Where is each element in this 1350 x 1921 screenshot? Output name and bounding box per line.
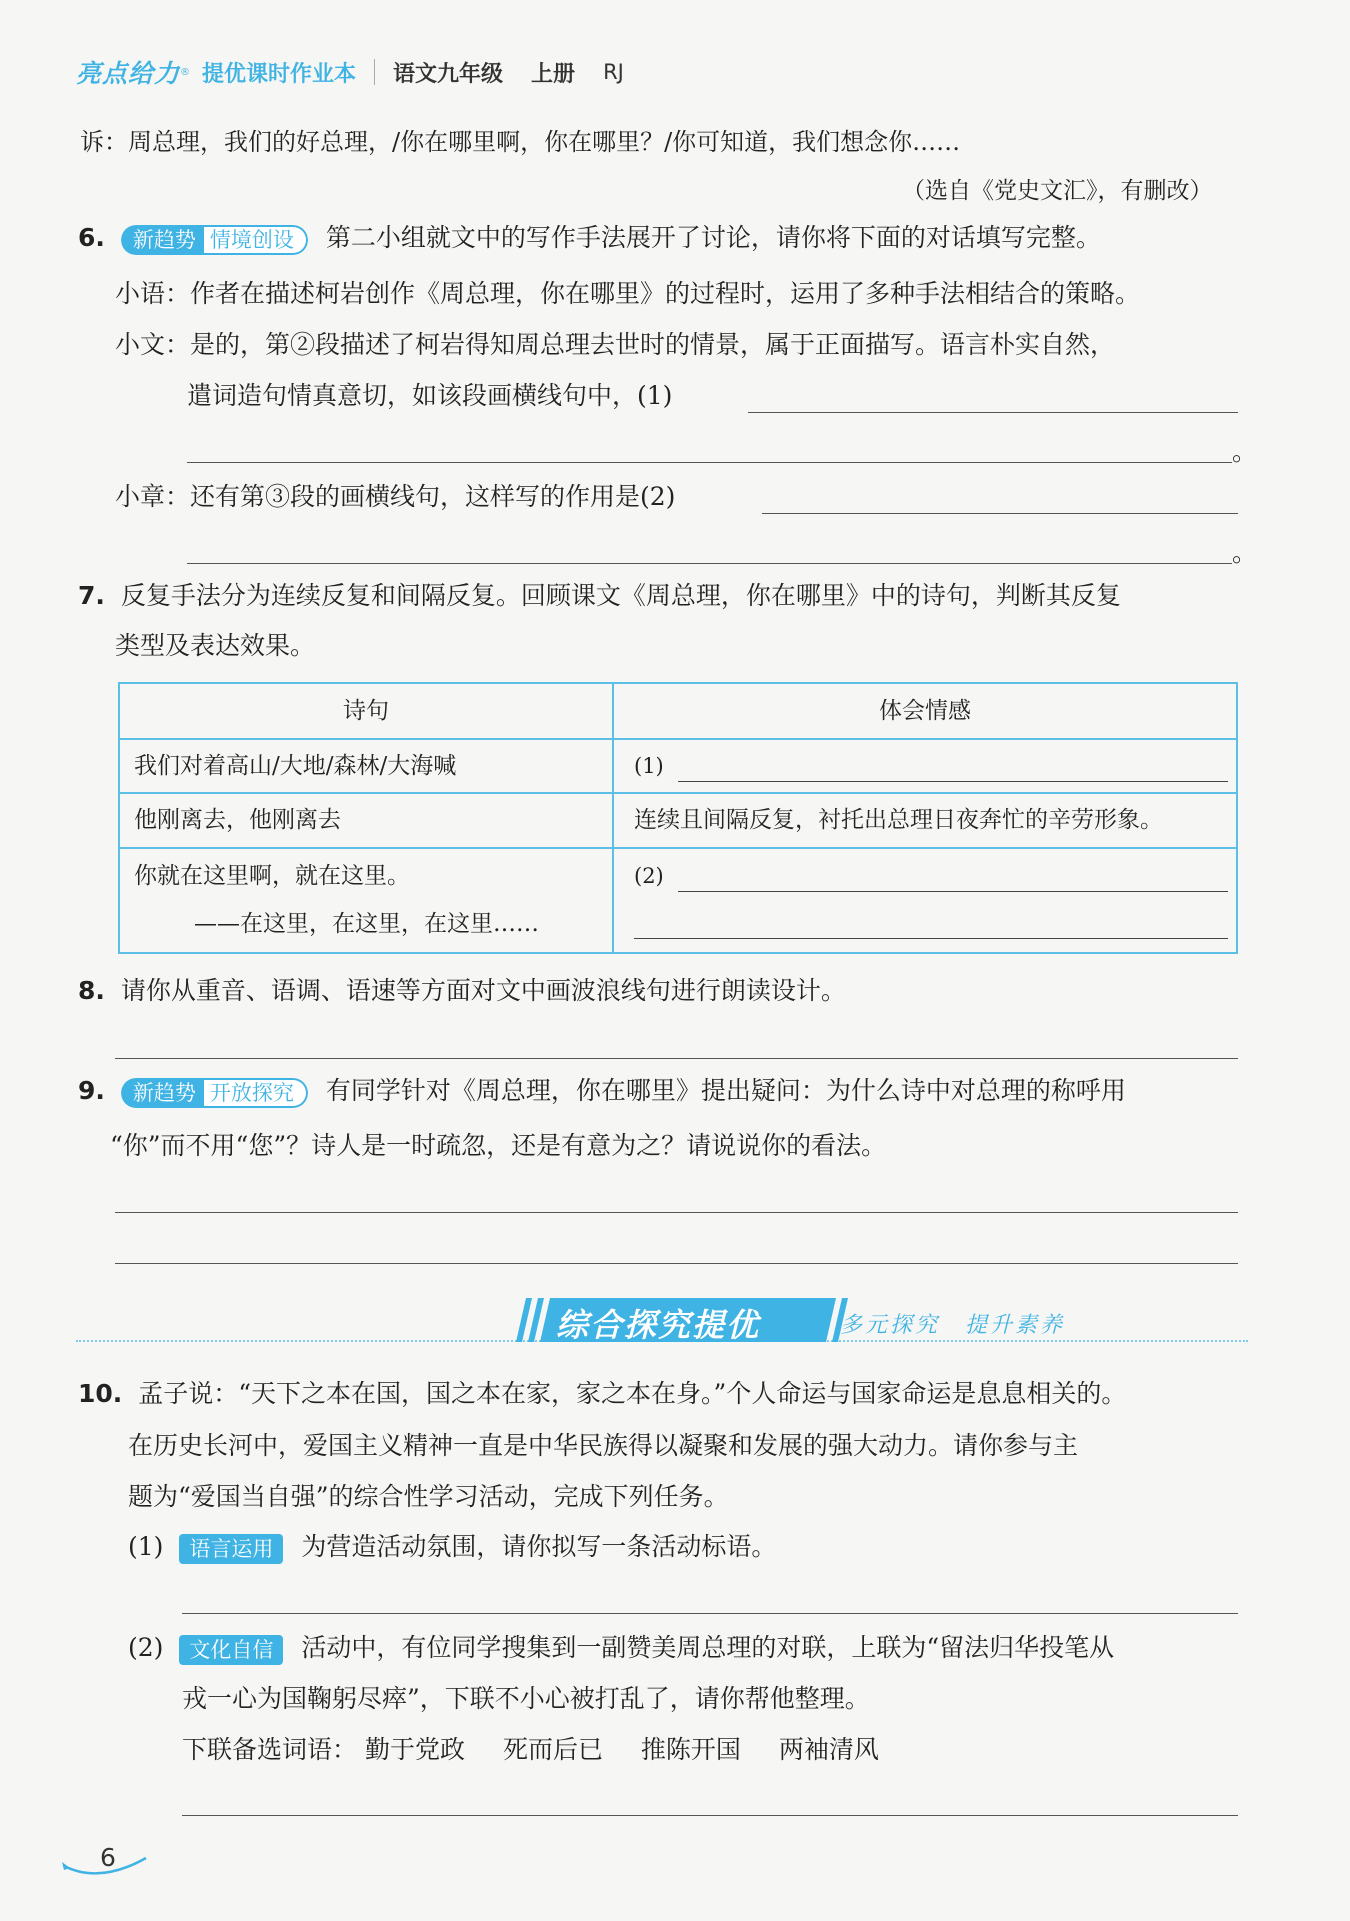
option-word: 死而后已 — [502, 1735, 603, 1764]
question-text: 题为“爱国当自强”的综合性学习活动，完成下列任务。 — [128, 1482, 729, 1511]
table-divider — [120, 792, 1236, 794]
header-edition: RJ — [603, 60, 624, 84]
question-8 — [78, 975, 846, 1007]
page-header — [76, 52, 624, 92]
registered-mark: ® — [180, 66, 191, 78]
question-text: 请你从重音、语调、语速等方面对文中画波浪线句进行朗读设计。 — [120, 976, 846, 1005]
table-cell: ——在这里，在这里，在这里…… — [194, 911, 539, 937]
table-cell: (1) — [634, 754, 664, 778]
subquestion-text: 为营造活动氛围，请你拟写一条活动标语。 — [301, 1532, 777, 1561]
question-6 — [78, 222, 1101, 255]
question-number: 9. — [78, 1076, 105, 1105]
dialogue-line: 小语：作者在描述柯岩创作《周总理，你在哪里》的过程时，运用了多种手法相结合的策略。 — [115, 279, 1141, 308]
question-text: 类型及表达效果。 — [115, 631, 316, 660]
answer-line[interactable] — [678, 781, 1228, 782]
section-banner — [76, 1298, 1248, 1348]
table-cell: 你就在这里啊，就在这里。 — [134, 863, 410, 889]
book-subtitle: 提优课时作业本 — [202, 61, 357, 87]
answer-table — [118, 682, 1238, 954]
dialogue-line: 小章：还有第③段的画横线句，这样写的作用是(2) — [115, 482, 676, 511]
option-word: 推陈开国 — [640, 1735, 741, 1764]
question-text: 第二小组就文中的写作手法展开了讨论，请你将下面的对话填写完整。 — [325, 223, 1101, 252]
question-number: 7. — [78, 581, 105, 610]
options-row — [182, 1734, 879, 1766]
table-divider — [120, 738, 1236, 740]
question-10 — [78, 1378, 1126, 1410]
subquestion-1 — [128, 1531, 776, 1564]
answer-line[interactable] — [678, 891, 1228, 892]
table-cell: (2) — [634, 864, 664, 888]
answer-line[interactable] — [748, 412, 1238, 413]
answer-line[interactable] — [762, 513, 1238, 514]
question-number: 10. — [78, 1379, 123, 1408]
table-divider — [120, 847, 1236, 849]
period: 。 — [1232, 538, 1258, 567]
header-divider — [374, 59, 375, 85]
skill-tag: 文化自信 — [179, 1635, 283, 1665]
table-header: 体会情感 — [879, 698, 971, 724]
answer-line[interactable] — [187, 563, 1232, 564]
answer-line[interactable] — [182, 1613, 1238, 1614]
tag-type: 开放探究 — [204, 1078, 308, 1108]
source-note: （选自《党史文汇》，有删改） — [902, 178, 1213, 204]
question-text: 有同学针对《周总理，你在哪里》提出疑问：为什么诗中对总理的称呼用 — [325, 1076, 1126, 1105]
question-text: “你”而不用“您”？诗人是一时疏忽，还是有意为之？请说说你的看法。 — [110, 1131, 887, 1160]
header-volume: 上册 — [531, 61, 576, 87]
answer-line[interactable] — [115, 1212, 1238, 1213]
answer-line[interactable] — [634, 938, 1228, 939]
page-number: 6 — [100, 1843, 116, 1872]
brand-logo: 亮点给力 — [76, 59, 181, 88]
subquestion-label: (1) — [128, 1532, 164, 1561]
poem-line: 诉：周总理，我们的好总理，/你在哪里啊，你在哪里？/你可知道，我们想念你…… — [80, 128, 961, 156]
answer-line[interactable] — [115, 1263, 1238, 1264]
question-9 — [78, 1075, 1126, 1108]
period: 。 — [1232, 437, 1258, 466]
subquestion-2 — [128, 1632, 1114, 1665]
table-cell: 我们对着高山/大地/森林/大海喊 — [134, 753, 457, 779]
question-text: 反复手法分为连续反复和间隔反复。回顾课文《周总理，你在哪里》中的诗句，判断其反复 — [120, 581, 1121, 610]
option-word: 两袖清风 — [778, 1735, 879, 1764]
tag-type: 情境创设 — [204, 225, 308, 255]
subquestion-label: (2) — [128, 1633, 164, 1662]
subquestion-text: 戎一心为国鞠躬尽瘁”，下联不小心被打乱了，请你帮他整理。 — [182, 1684, 870, 1713]
question-text: 在历史长河中，爱国主义精神一直是中华民族得以凝聚和发展的强大动力。请你参与主 — [128, 1431, 1079, 1460]
header-grade: 语文九年级 — [393, 61, 504, 87]
options-label: 下联备选词语： — [182, 1735, 358, 1764]
option-word: 勤于党政 — [364, 1735, 465, 1764]
subquestion-text: 活动中，有位同学搜集到一副赞美周总理的对联，上联为“留法归华投笔从 — [301, 1633, 1115, 1662]
table-cell: 他刚离去，他刚离去 — [134, 807, 341, 833]
trend-tag — [121, 225, 308, 255]
table-cell: 连续且间隔反复，衬托出总理日夜奔忙的辛劳形象。 — [634, 807, 1163, 833]
answer-line[interactable] — [182, 1815, 1238, 1816]
skill-tag: 语言运用 — [179, 1534, 283, 1564]
answer-line[interactable] — [115, 1058, 1238, 1059]
trend-tag — [121, 1078, 308, 1108]
section-subtitle: 多元探究 提升素养 — [840, 1313, 1066, 1338]
answer-line[interactable] — [187, 462, 1232, 463]
dialogue-line: 小文：是的，第②段描述了柯岩得知周总理去世时的情景，属于正面描写。语言朴实自然， — [115, 330, 1116, 359]
question-number: 8. — [78, 976, 105, 1005]
section-title: 综合探究提优 — [556, 1306, 761, 1344]
tag-label: 新趋势 — [121, 225, 204, 255]
table-header: 诗句 — [343, 698, 389, 724]
question-7 — [78, 580, 1121, 612]
question-text: 孟子说：“天下之本在国，国之本在家，家之本在身。”个人命运与国家命运是息息相关的。 — [138, 1379, 1127, 1408]
dialogue-line: 遣词造句情真意切，如该段画横线句中，(1) — [187, 381, 673, 410]
question-number: 6. — [78, 223, 105, 252]
tag-label: 新趋势 — [121, 1078, 204, 1108]
